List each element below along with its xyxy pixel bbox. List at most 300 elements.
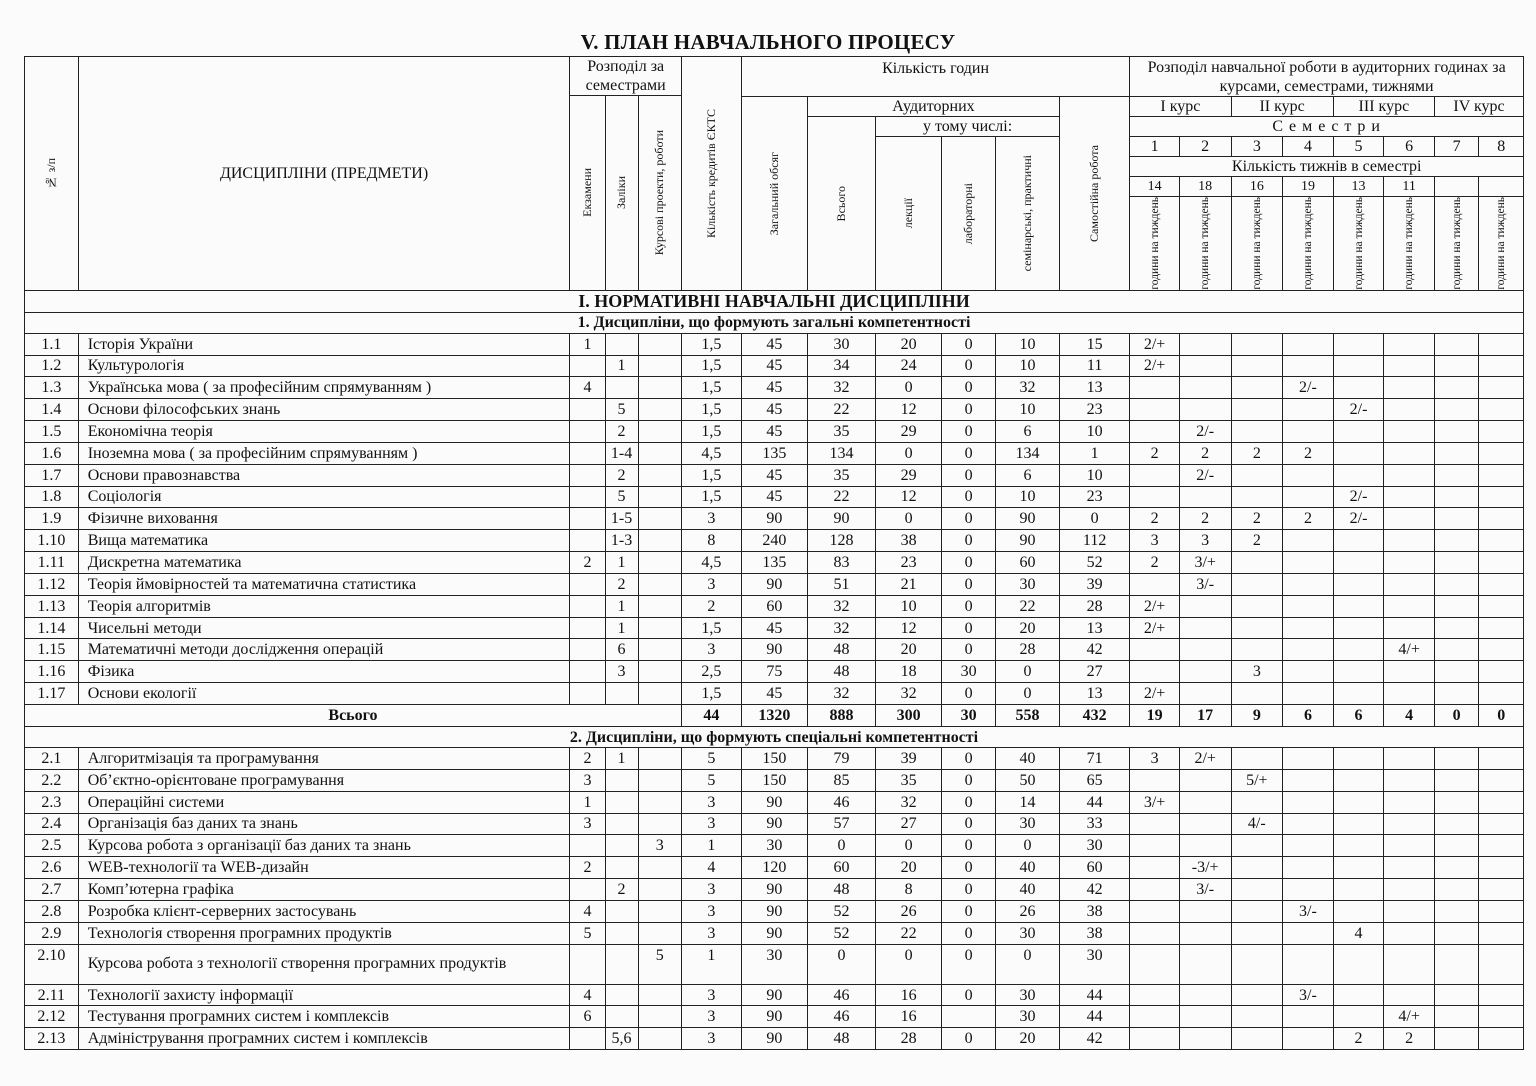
table-cell: 1: [605, 617, 638, 639]
hours-per-week-header: [1479, 197, 1524, 291]
table-cell: [1283, 922, 1334, 944]
table-cell: 13: [1059, 617, 1129, 639]
table-cell: 2/+: [1130, 683, 1180, 705]
table-cell: [1130, 984, 1180, 1006]
table-cell: 2: [681, 595, 741, 617]
table-cell: [1479, 530, 1524, 552]
table-cell: 57: [807, 813, 875, 835]
discipline-name: Курсова робота з організації баз даних та знань: [78, 835, 570, 857]
row-number: 1.4: [25, 399, 79, 421]
table-cell: [1479, 573, 1524, 595]
ects-header: Кількість кредитів ЄКТС: [681, 57, 741, 291]
table-cell: [1384, 857, 1435, 879]
table-cell: [1479, 984, 1524, 1006]
table-cell: [1130, 835, 1180, 857]
table-cell: [1130, 813, 1180, 835]
table-row: [25, 333, 1524, 355]
table-cell: 48: [807, 879, 875, 901]
table-cell: [1283, 944, 1334, 984]
course-1-header: І курс: [1130, 97, 1231, 117]
row-number: 1.8: [25, 486, 79, 508]
table-cell: 44: [1059, 791, 1129, 813]
table-row: [25, 552, 1524, 574]
row-number: 1.2: [25, 355, 79, 377]
row-number: 2.10: [25, 944, 79, 984]
total-value: 6: [1333, 705, 1384, 727]
table-cell: 27: [1059, 661, 1129, 683]
table-cell: [1479, 552, 1524, 574]
table-cell: [1434, 769, 1478, 791]
table-cell: 1,5: [681, 421, 741, 443]
table-cell: [1283, 1006, 1334, 1028]
table-cell: 0: [942, 984, 996, 1006]
table-cell: 71: [1059, 748, 1129, 770]
row-number: 1.10: [25, 530, 79, 552]
group-special-title: [25, 727, 1524, 748]
table-cell: [1333, 984, 1384, 1006]
table-cell: 28: [1059, 595, 1129, 617]
table-cell: [1283, 552, 1334, 574]
discipline-name: Фізичне виховання: [78, 508, 570, 530]
table-cell: 3: [681, 900, 741, 922]
table-cell: 79: [807, 748, 875, 770]
table-cell: [638, 879, 681, 901]
total-value: 0: [1479, 705, 1524, 727]
row-number: 1.14: [25, 617, 79, 639]
disciplines-header: ДИСЦИПЛІНИ (ПРЕДМЕТИ): [78, 57, 570, 291]
table-cell: [638, 984, 681, 1006]
table-cell: 3/-: [1179, 573, 1231, 595]
table-cell: [1283, 464, 1334, 486]
table-cell: 44: [1059, 984, 1129, 1006]
table-cell: 0: [942, 813, 996, 835]
table-cell: 45: [741, 464, 807, 486]
table-cell: 20: [995, 617, 1059, 639]
table-cell: [1179, 835, 1231, 857]
table-row: [25, 355, 1524, 377]
table-cell: 3: [681, 639, 741, 661]
group-general-title-cell: 1. Дисципліни, що формують загальні компетентності: [25, 312, 1524, 333]
table-cell: 0: [807, 835, 875, 857]
table-cell: [1434, 683, 1478, 705]
table-cell: [1130, 922, 1180, 944]
table-cell: [1333, 421, 1384, 443]
table-cell: 240: [741, 530, 807, 552]
table-cell: [570, 486, 605, 508]
table-cell: 2/+: [1179, 748, 1231, 770]
table-cell: [1179, 595, 1231, 617]
table-cell: [1434, 464, 1478, 486]
table-cell: [1179, 399, 1231, 421]
table-cell: 112: [1059, 530, 1129, 552]
table-cell: 40: [995, 748, 1059, 770]
table-cell: 22: [876, 922, 942, 944]
table-cell: [1231, 355, 1283, 377]
table-cell: [570, 442, 605, 464]
discipline-name: Тестування програмних систем і комплексів: [78, 1006, 570, 1028]
table-cell: [1283, 879, 1334, 901]
table-cell: [570, 508, 605, 530]
table-cell: 3/+: [1130, 791, 1180, 813]
table-cell: [1231, 944, 1283, 984]
table-cell: 1-5: [605, 508, 638, 530]
table-cell: 2: [1283, 442, 1334, 464]
table-cell: 3/+: [1179, 552, 1231, 574]
table-cell: 1: [1059, 442, 1129, 464]
table-cell: [1333, 639, 1384, 661]
table-cell: [1434, 835, 1478, 857]
discipline-name: Фізика: [78, 661, 570, 683]
table-cell: 0: [942, 683, 996, 705]
table-cell: [605, 1006, 638, 1028]
table-cell: [1231, 377, 1283, 399]
total-value: 0: [1434, 705, 1478, 727]
table-cell: 42: [1059, 639, 1129, 661]
table-row: [25, 442, 1524, 464]
semester-number-2: 2: [1179, 137, 1231, 157]
table-cell: 2: [1130, 508, 1180, 530]
table-cell: [638, 333, 681, 355]
table-cell: 12: [876, 399, 942, 421]
table-cell: [570, 944, 605, 984]
table-row: [25, 835, 1524, 857]
hours-per-week-label: години на тиждень: [1301, 197, 1314, 290]
table-cell: [1479, 399, 1524, 421]
table-cell: 3: [1231, 661, 1283, 683]
table-cell: [638, 661, 681, 683]
table-cell: [1434, 399, 1478, 421]
table-cell: [1434, 355, 1478, 377]
table-cell: [1384, 900, 1435, 922]
table-cell: [1179, 661, 1231, 683]
table-cell: 90: [741, 922, 807, 944]
table-cell: [570, 355, 605, 377]
total-value: 432: [1059, 705, 1129, 727]
row-number: 2.9: [25, 922, 79, 944]
table-cell: 128: [807, 530, 875, 552]
table-cell: [1434, 984, 1478, 1006]
course-4-header: ІV курс: [1434, 97, 1523, 117]
table-cell: [1384, 661, 1435, 683]
table-cell: [1479, 661, 1524, 683]
table-cell: 1,5: [681, 683, 741, 705]
total-value: 558: [995, 705, 1059, 727]
table-cell: [1231, 984, 1283, 1006]
weeks-count-5: 13: [1333, 177, 1384, 197]
hours-per-week-label: години на тиждень: [1199, 197, 1212, 290]
table-cell: [1384, 835, 1435, 857]
table-cell: [605, 984, 638, 1006]
table-cell: 35: [807, 421, 875, 443]
table-row: [25, 399, 1524, 421]
table-cell: 0: [942, 399, 996, 421]
table-cell: [638, 595, 681, 617]
table-cell: [1179, 791, 1231, 813]
table-cell: [1384, 879, 1435, 901]
table-cell: [1333, 442, 1384, 464]
table-cell: 32: [807, 377, 875, 399]
discipline-name: Основи екології: [78, 683, 570, 705]
row-number: 1.13: [25, 595, 79, 617]
table-cell: [1384, 769, 1435, 791]
row-number: 2.2: [25, 769, 79, 791]
table-row: [25, 421, 1524, 443]
table-cell: 0: [942, 333, 996, 355]
table-cell: 46: [807, 791, 875, 813]
hours-per-week-header: [1231, 197, 1283, 291]
table-cell: [1384, 791, 1435, 813]
table-cell: 45: [741, 683, 807, 705]
table-cell: 3: [681, 813, 741, 835]
table-cell: 0: [942, 552, 996, 574]
table-cell: [605, 922, 638, 944]
table-row: [25, 900, 1524, 922]
table-cell: [1283, 683, 1334, 705]
table-cell: 3: [681, 1006, 741, 1028]
table-cell: 0: [942, 748, 996, 770]
discipline-name: WEB-технології та WEB-дизайн: [78, 857, 570, 879]
row-number: 1.16: [25, 661, 79, 683]
table-cell: [1130, 377, 1180, 399]
table-cell: 0: [942, 617, 996, 639]
table-cell: [1179, 377, 1231, 399]
table-cell: 20: [876, 639, 942, 661]
table-cell: [1479, 769, 1524, 791]
total-label: Всього: [25, 705, 682, 727]
table-cell: 4: [570, 900, 605, 922]
table-cell: [1283, 639, 1334, 661]
table-row: [25, 879, 1524, 901]
discipline-name: Історія України: [78, 333, 570, 355]
table-cell: [1434, 639, 1478, 661]
table-cell: 1-3: [605, 530, 638, 552]
semester-number-5: 5: [1333, 137, 1384, 157]
table-cell: [570, 399, 605, 421]
hours-per-week-header: [1333, 197, 1384, 291]
table-cell: [1179, 813, 1231, 835]
table-cell: [1384, 464, 1435, 486]
table-cell: 48: [807, 1028, 875, 1050]
table-row: [25, 1028, 1524, 1050]
table-cell: [1231, 835, 1283, 857]
discipline-name: Українська мова ( за професійним спрямуванням ): [78, 377, 570, 399]
discipline-name: Розробка клієнт-серверних застосувань: [78, 900, 570, 922]
table-cell: [1231, 399, 1283, 421]
table-cell: [638, 464, 681, 486]
row-number: 1.7: [25, 464, 79, 486]
semester-dist-header: Розподіл за семестрами: [570, 57, 682, 96]
table-cell: [638, 683, 681, 705]
table-cell: [1384, 748, 1435, 770]
table-cell: 3: [570, 813, 605, 835]
discipline-name: Алгоритмізація та програмування: [78, 748, 570, 770]
table-cell: 0: [876, 835, 942, 857]
table-cell: [1434, 1006, 1478, 1028]
table-cell: [1333, 748, 1384, 770]
table-cell: [1333, 835, 1384, 857]
table-cell: [1179, 984, 1231, 1006]
row-number: 2.4: [25, 813, 79, 835]
table-cell: 90: [995, 530, 1059, 552]
discipline-name: Економічна теорія: [78, 421, 570, 443]
table-cell: 1: [570, 333, 605, 355]
course-projects-header: Курсові проекти, роботи: [638, 96, 681, 291]
table-cell: 90: [741, 573, 807, 595]
table-cell: [1384, 530, 1435, 552]
table-cell: [1130, 944, 1180, 984]
table-cell: [1384, 442, 1435, 464]
table-cell: [1434, 421, 1478, 443]
table-cell: [605, 791, 638, 813]
table-cell: 0: [876, 442, 942, 464]
discipline-name: Організація баз даних та знань: [78, 813, 570, 835]
table-cell: 32: [995, 377, 1059, 399]
table-cell: 0: [942, 355, 996, 377]
table-cell: 0: [942, 530, 996, 552]
table-cell: 52: [1059, 552, 1129, 574]
table-cell: [1479, 355, 1524, 377]
table-cell: 35: [876, 769, 942, 791]
table-cell: [1434, 1028, 1478, 1050]
table-cell: [638, 617, 681, 639]
table-cell: [638, 377, 681, 399]
table-cell: 1,5: [681, 617, 741, 639]
table-cell: 6: [570, 1006, 605, 1028]
table-cell: [1333, 464, 1384, 486]
table-cell: 4,5: [681, 442, 741, 464]
table-cell: [1283, 486, 1334, 508]
table-cell: 3: [681, 984, 741, 1006]
table-cell: 10: [995, 355, 1059, 377]
table-cell: [605, 900, 638, 922]
table-cell: [1179, 683, 1231, 705]
including-header: у тому числі:: [876, 117, 1060, 137]
table-cell: 5: [570, 922, 605, 944]
table-cell: [1479, 617, 1524, 639]
table-cell: 0: [942, 835, 996, 857]
table-cell: [1434, 922, 1478, 944]
table-cell: 0: [995, 683, 1059, 705]
table-cell: [1179, 355, 1231, 377]
table-row: [25, 530, 1524, 552]
table-cell: [1283, 857, 1334, 879]
table-cell: 0: [876, 377, 942, 399]
table-cell: 3: [681, 508, 741, 530]
discipline-name: Дискретна математика: [78, 552, 570, 574]
table-cell: 20: [876, 857, 942, 879]
table-cell: 6: [605, 639, 638, 661]
table-cell: 12: [876, 486, 942, 508]
table-cell: 85: [807, 769, 875, 791]
row-number: 1.6: [25, 442, 79, 464]
table-cell: [1434, 595, 1478, 617]
table-cell: [1434, 530, 1478, 552]
table-cell: [570, 464, 605, 486]
discipline-name: Курсова робота з технології створення програмних продуктів: [78, 944, 570, 984]
table-cell: [1333, 944, 1384, 984]
table-cell: 48: [807, 661, 875, 683]
table-cell: 0: [942, 464, 996, 486]
table-cell: 23: [1059, 399, 1129, 421]
table-cell: [1333, 813, 1384, 835]
exams-header: Екзамени: [570, 96, 605, 291]
table-cell: 28: [995, 639, 1059, 661]
table-cell: [605, 813, 638, 835]
table-cell: 2: [1283, 508, 1334, 530]
table-cell: 3: [1130, 530, 1180, 552]
table-cell: [1479, 464, 1524, 486]
table-cell: [570, 639, 605, 661]
table-cell: [1434, 552, 1478, 574]
table-cell: [1434, 813, 1478, 835]
table-cell: 1: [681, 835, 741, 857]
table-cell: 5/+: [1231, 769, 1283, 791]
table-cell: [1434, 508, 1478, 530]
row-number: 1.17: [25, 683, 79, 705]
table-cell: [1231, 922, 1283, 944]
table-row: [25, 573, 1524, 595]
table-cell: [1384, 573, 1435, 595]
table-cell: [638, 769, 681, 791]
table-cell: 30: [995, 573, 1059, 595]
discipline-name: Математичні методи дослідження операцій: [78, 639, 570, 661]
table-cell: [1130, 857, 1180, 879]
table-cell: 3: [638, 835, 681, 857]
table-cell: 0: [995, 661, 1059, 683]
table-cell: 2/-: [1333, 508, 1384, 530]
hours-per-week-label: години на тиждень: [1450, 197, 1463, 290]
table-cell: 2/-: [1179, 421, 1231, 443]
table-cell: [638, 857, 681, 879]
table-cell: 30: [995, 1006, 1059, 1028]
table-cell: 15: [1059, 333, 1129, 355]
table-cell: 33: [1059, 813, 1129, 835]
row-number: 2.8: [25, 900, 79, 922]
table-cell: 45: [741, 617, 807, 639]
group-special-title-cell: 2. Дисципліни, що формують спеціальні компетентності: [25, 727, 1524, 748]
hours-per-week-label: години на тиждень: [1148, 197, 1161, 290]
table-cell: [1479, 377, 1524, 399]
row-number: 1.1: [25, 333, 79, 355]
lectures-header: лекції: [876, 137, 942, 291]
table-cell: 30: [942, 661, 996, 683]
table-cell: [1479, 748, 1524, 770]
table-cell: 2/+: [1130, 333, 1180, 355]
table-row: [25, 857, 1524, 879]
table-cell: [1333, 552, 1384, 574]
table-cell: [1283, 835, 1334, 857]
table-cell: [638, 922, 681, 944]
table-cell: 45: [741, 486, 807, 508]
table-row: [25, 922, 1524, 944]
num-header: № з/п: [25, 57, 79, 291]
table-cell: [1231, 639, 1283, 661]
table-cell: [1231, 486, 1283, 508]
table-cell: 3: [1179, 530, 1231, 552]
table-cell: 4: [570, 377, 605, 399]
table-cell: 32: [876, 791, 942, 813]
table-row: [25, 464, 1524, 486]
table-cell: 30: [995, 813, 1059, 835]
table-cell: [638, 486, 681, 508]
total-value: 9: [1231, 705, 1283, 727]
table-cell: 16: [876, 1006, 942, 1028]
table-cell: 0: [942, 377, 996, 399]
table-cell: [605, 683, 638, 705]
table-cell: 10: [995, 399, 1059, 421]
table-cell: 2,5: [681, 661, 741, 683]
table-cell: 29: [876, 464, 942, 486]
